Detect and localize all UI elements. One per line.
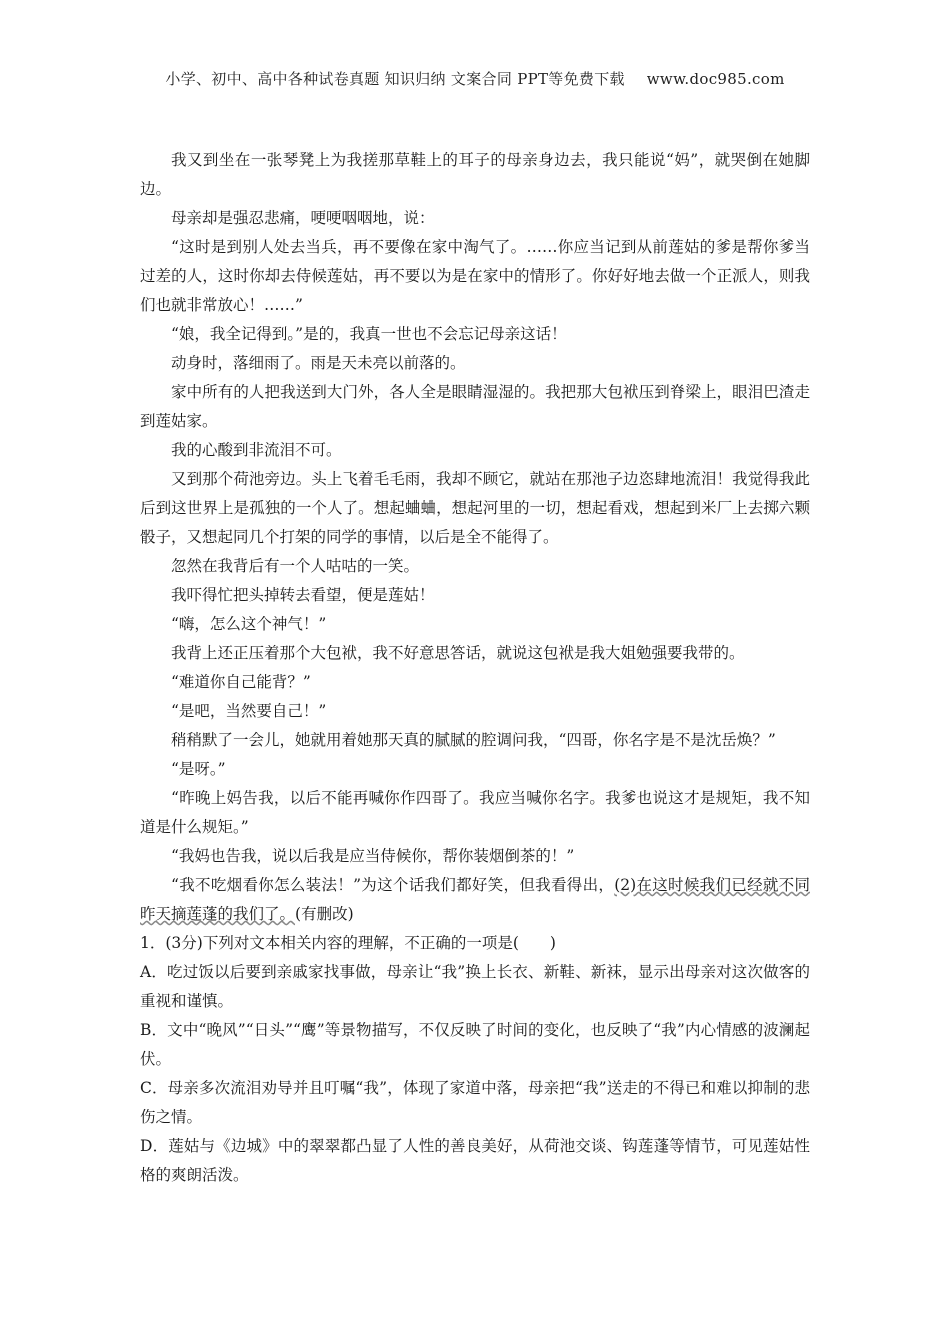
header-text: 小学、初中、高中各种试卷真题 知识归纳 文案合同 PPT等免费下载 — [165, 70, 625, 88]
passage-paragraph: 我又到坐在一张琴凳上为我搓那草鞋上的耳子的母亲身边去，我只能说“妈”，就哭倒在她脚边。 — [140, 151, 810, 198]
passage-paragraph: “是吧，当然要自己！” — [171, 702, 327, 720]
page-header — [0, 68, 950, 89]
passage-paragraph: 母亲却是强忍悲痛，哽哽咽咽地，说： — [171, 209, 435, 227]
passage-paragraph: 我背上还正压着那个大包袱，我不好意思答话，就说这包袱是我大姐勉强要我带的。 — [171, 644, 745, 662]
passage-paragraph: 我吓得忙把头掉转去看望，便是莲姑！ — [171, 586, 435, 604]
marked-sentence: (2)在这时候我们已经就不同昨天摘莲蓬的我们了。 — [140, 876, 810, 923]
passage-paragraph: “昨晚上妈告我，以后不能再喊你作四哥了。我应当喊你名字。我爹也说这才是规矩，我不知道是什么规矩。” — [140, 789, 810, 836]
question-option-a: A．吃过饭以后要到亲戚家找事做，母亲让“我”换上长衣、新鞋、新袜，显示出母亲对这次做客的重视和谨慎。 — [140, 963, 810, 1010]
question-stem: 1．(3分)下列对文本相关内容的理解，不正确的一项是( ) — [140, 934, 556, 952]
passage-paragraph: 动身时，落细雨了。雨是天未亮以前落的。 — [171, 354, 466, 372]
edit-note: (有删改) — [295, 905, 354, 923]
question-option-c: C．母亲多次流泪劝导并且叮嘱“我”，体现了家道中落，母亲把“我”送走的不得已和难以抑制的悲伤之情。 — [140, 1079, 810, 1126]
passage-paragraph: “嗨，怎么这个神气！” — [171, 615, 327, 633]
passage-last-paragraph — [140, 871, 810, 929]
header-site: www.doc985.com — [646, 70, 785, 88]
passage-paragraph: “我妈也告我，说以后我是应当侍候你，帮你装烟倒茶的！” — [171, 847, 575, 865]
document-body — [140, 146, 810, 1190]
passage-paragraph: 稍稍默了一会儿，她就用着她那天真的腻腻的腔调问我，“四哥，你名字是不是沈岳焕？” — [171, 731, 776, 749]
passage-paragraph: 忽然在我背后有一个人咕咕的一笑。 — [171, 557, 420, 575]
question-option-d: D．莲姑与《边城》中的翠翠都凸显了人性的善良美好，从荷池交谈、钩莲蓬等情节，可见莲姑性格的爽朗活泼。 — [140, 1137, 810, 1184]
passage-paragraph: 家中所有的人把我送到大门外，各人全是眼睛湿湿的。我把那大包袱压到脊梁上，眼泪巴渣走到莲姑家。 — [140, 383, 810, 430]
passage-paragraph: “娘，我全记得到。”是的，我真一世也不会忘记母亲这话！ — [171, 325, 567, 343]
last-paragraph-text: “我不吃烟看你怎么装法！”为这个话我们都好笑，但我看得出， — [171, 876, 615, 894]
question-option-b: B．文中“晚风”“日头”“鹰”等景物描写，不仅反映了时间的变化，也反映了“我”内心情感的波澜起伏。 — [140, 1021, 810, 1068]
passage-paragraph: 我的心酸到非流泪不可。 — [171, 441, 342, 459]
passage-paragraph: “这时是到别人处去当兵，再不要像在家中淘气了。……你应当记到从前莲姑的爹是帮你爹当过差的人，这时你却去侍候莲姑，再不要以为是在家中的情形了。你好好地去做一个正派人，则我们也就非常放心！……” — [140, 238, 810, 314]
passage-paragraph: “是呀。” — [171, 760, 226, 778]
passage-paragraph: 又到那个荷池旁边。头上飞着毛毛雨，我却不顾它，就站在那池子边恣肆地流泪！我觉得我此后到这世界上是孤独的一个人了。想起蛐蛐，想起河里的一切，想起看戏，想起到米厂上去掷六颗骰子，又想起同几个打架的同学的事情，以后是全不能得了。 — [140, 470, 810, 546]
passage-paragraph: “难道你自己能背？” — [171, 673, 311, 691]
